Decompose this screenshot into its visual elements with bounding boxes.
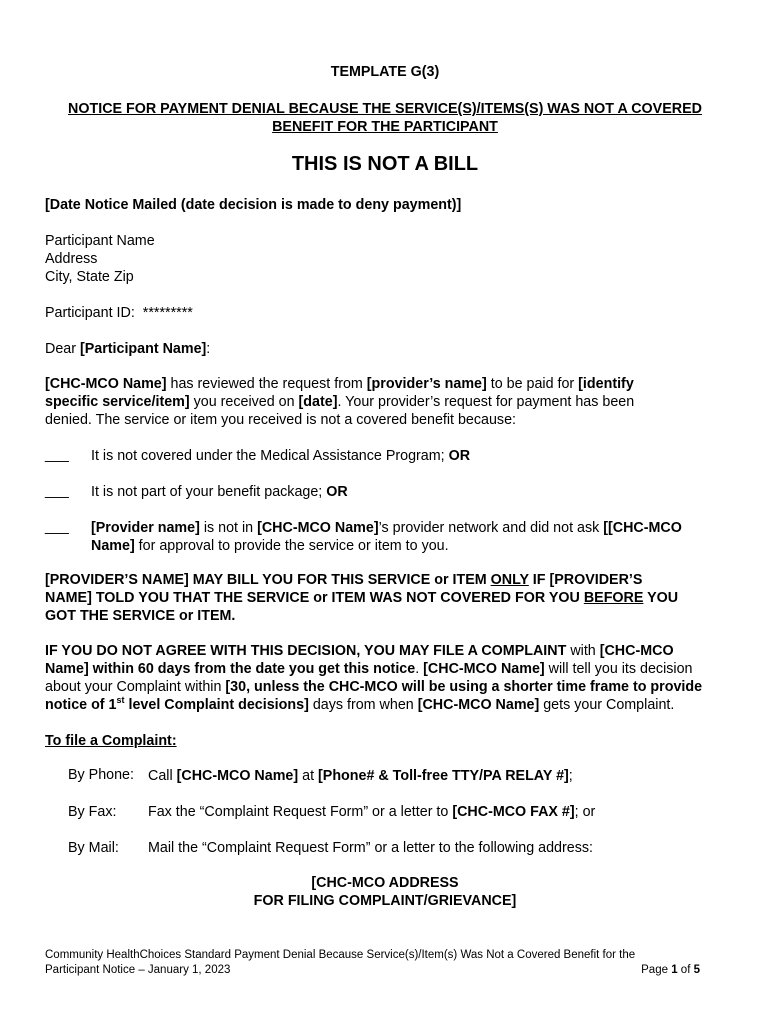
reason-2-text: It is not part of your benefit package; OR xyxy=(91,484,348,500)
participant-address: Address xyxy=(45,251,98,267)
salutation-name: [Participant Name] xyxy=(79,341,207,357)
participant-city-state-zip: City, State Zip xyxy=(45,269,134,285)
by-phone-text: Call [CHC-MCO Name] at [Phone# & Toll-free TTY/PA RELAY #]; xyxy=(148,768,573,784)
by-fax-text: Fax the “Complaint Request Form” or a letter to [CHC-MCO FAX #]; or xyxy=(148,804,596,820)
participant-id-line xyxy=(45,304,725,322)
participant-id-label: Participant ID: xyxy=(45,305,135,321)
provider-bill-paragraph: [PROVIDER’S NAME] MAY BILL YOU FOR THIS SERVICE or ITEM ONLY IF [PROVIDER’S NAME] TOLD YOU THAT THE SERVICE or ITEM WAS NOT COVERED FOR YOU BEFORE YOU GOT THE SERVICE or ITEM. xyxy=(45,572,679,624)
reason-3-checkbox-blank: ___ xyxy=(45,519,69,535)
footer-line1: Community HealthChoices Standard Payment Denial Because Service(s)/Item(s) Was Not a Covered Benefit for the xyxy=(45,949,636,961)
mco-address-line1: [CHC-MCO ADDRESS xyxy=(311,875,459,891)
salutation: Dear [Participant Name]: xyxy=(45,341,211,357)
reason-1-text: It is not covered under the Medical Assistance Program; OR xyxy=(91,448,471,464)
mco-address-line2: FOR FILING COMPLAINT/GRIEVANCE] xyxy=(253,893,517,909)
notice-title-line1: NOTICE FOR PAYMENT DENIAL BECAUSE THE SERVICE(S)/ITEMS(S) WAS NOT A COVERED xyxy=(68,101,702,117)
file-complaint-heading: To file a Complaint: xyxy=(45,733,177,749)
by-fax-label: By Fax: xyxy=(68,804,117,820)
intro-paragraph: [CHC-MCO Name] has reviewed the request from [provider’s name] to be paid for [identify specific service/item] you received on [date]. Your provider’s request for payment has been denied. The service or item you received is not a covered benefit because: xyxy=(45,376,635,428)
complaint-paragraph: IF YOU DO NOT AGREE WITH THIS DECISION, YOU MAY FILE A COMPLAINT with [CHC-MCO Name] within 60 days from the date you get this notice. [CHC-MCO Name] will tell you its decision about your Complaint within [30, unless the CHC-MCO will be using a shorter time frame to provide notice of 1st level Complaint decisions] days from when [CHC-MCO Name] gets your Complaint. xyxy=(45,643,703,713)
notice-title-line2: BENEFIT FOR THE PARTICIPANT xyxy=(272,119,498,135)
participant-id-value: ********* xyxy=(142,305,193,321)
template-label: TEMPLATE G(3) xyxy=(330,64,440,80)
participant-name: Participant Name xyxy=(45,233,155,249)
reason-1-checkbox-blank: ___ xyxy=(45,447,69,463)
footer xyxy=(45,948,700,978)
reason-3-text: [Provider name] is not in [CHC-MCO Name]’s provider network and did not ask [[CHC-MCO Name] for approval to provide the service or item to you. xyxy=(91,520,682,554)
reason-2-checkbox-blank: ___ xyxy=(45,483,69,499)
page-number: Page 1 of 5 xyxy=(641,964,700,976)
not-a-bill-heading: THIS IS NOT A BILL xyxy=(291,153,479,175)
date-notice-line: [Date Notice Mailed (date decision is made to deny payment)] xyxy=(45,197,462,213)
by-mail-text: Mail the “Complaint Request Form” or a letter to the following address: xyxy=(148,840,593,856)
by-mail-label: By Mail: xyxy=(68,840,119,856)
by-phone-label: By Phone: xyxy=(68,767,134,783)
footer-line2: Participant Notice – January 1, 2023 Page 1 of 5 xyxy=(45,964,700,976)
